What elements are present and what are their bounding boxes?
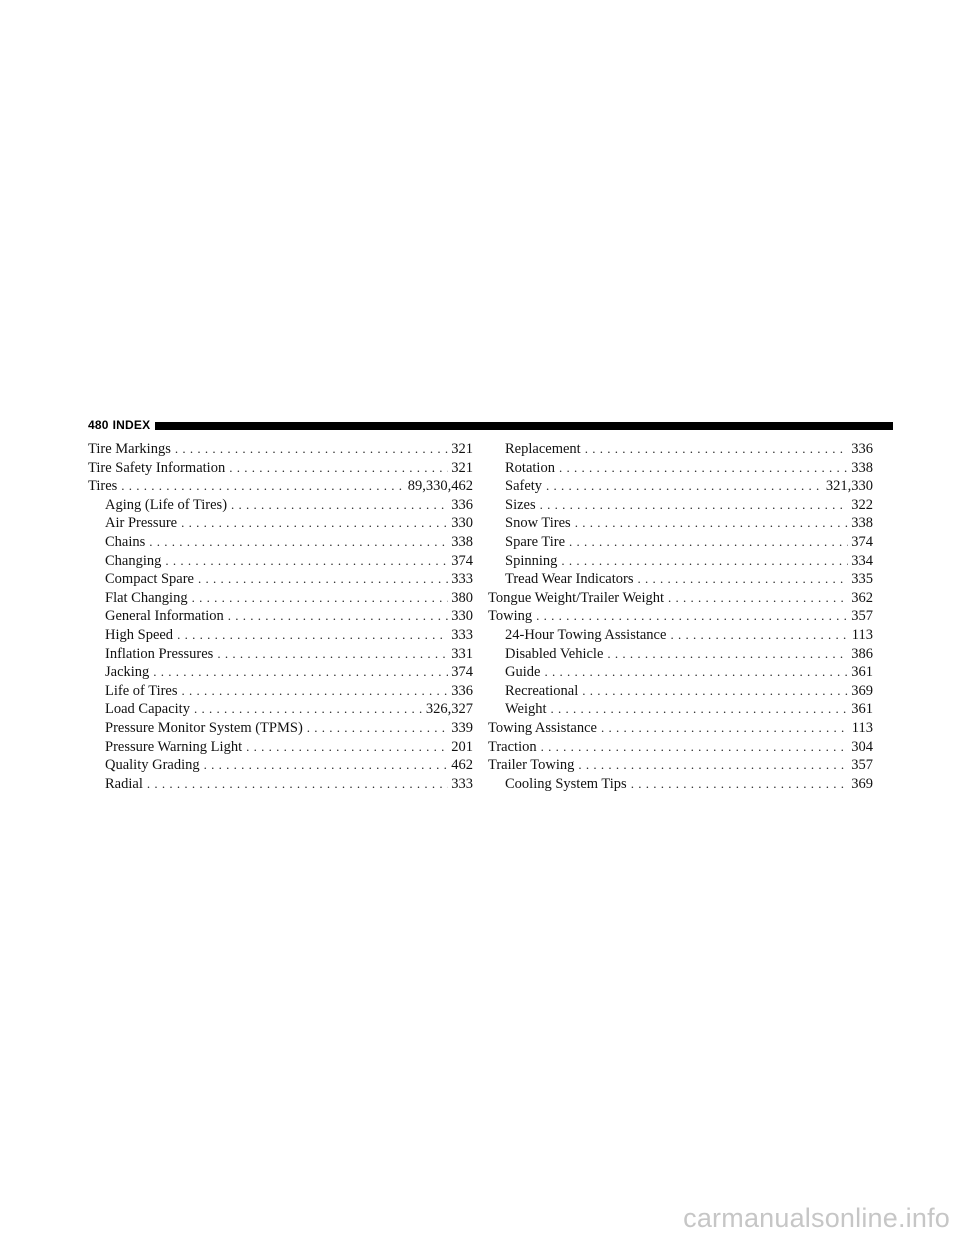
dot-leader	[175, 440, 448, 459]
dot-leader	[536, 607, 848, 626]
index-entry	[488, 663, 873, 682]
index-entry	[488, 496, 873, 515]
index-entry	[488, 533, 873, 552]
dot-leader	[607, 645, 848, 664]
index-term: Compact Spare	[105, 571, 194, 588]
index-entry	[488, 775, 873, 794]
index-term: Sizes	[505, 496, 536, 513]
index-entry	[88, 589, 473, 608]
index-entry	[488, 440, 873, 459]
index-page-number: 357	[851, 757, 873, 774]
index-page-number: 333	[451, 571, 473, 588]
index-entry	[488, 477, 873, 496]
dot-leader	[182, 682, 449, 701]
index-term: Tire Markings	[88, 441, 171, 457]
index-page-number: 321	[451, 459, 473, 476]
index-page-number: 321	[451, 441, 473, 457]
index-entry	[488, 626, 873, 645]
dot-leader	[569, 533, 848, 552]
index-entry	[88, 570, 473, 589]
index-entry	[88, 533, 473, 552]
index-entry	[488, 756, 873, 775]
index-page-number: 386	[851, 645, 873, 662]
dot-leader	[541, 738, 849, 757]
index-page-number: 201	[451, 738, 473, 755]
index-page-number: 321,330	[825, 478, 873, 495]
index-page-number: 369	[851, 682, 873, 699]
index-term: Spinning	[505, 552, 558, 569]
index-column-left	[88, 440, 473, 793]
index-page-number: 304	[851, 738, 873, 755]
index-entry	[88, 738, 473, 757]
index-term: Radial	[105, 775, 143, 792]
index-page-number: 330	[451, 608, 473, 625]
index-entry	[488, 459, 873, 478]
dot-leader	[544, 663, 848, 682]
index-entry	[88, 663, 473, 682]
dot-leader	[575, 514, 849, 533]
index-term: Tires	[88, 478, 118, 495]
index-entry	[488, 570, 873, 589]
index-entry	[88, 552, 473, 571]
index-entry	[88, 496, 473, 515]
index-term: Traction	[488, 738, 537, 755]
index-term: Changing	[105, 552, 162, 569]
dot-leader	[638, 570, 849, 589]
index-page-number: 336	[851, 441, 873, 457]
index-term: Trailer Towing	[488, 757, 575, 774]
index-page-number: 322	[851, 496, 873, 513]
index-entry	[488, 719, 873, 738]
index-term: Spare Tire	[505, 533, 566, 550]
index-term: Flat Changing	[105, 589, 188, 606]
index-page-number: 334	[851, 552, 873, 569]
index-term: Tread Wear Indicators	[505, 571, 634, 588]
dot-leader	[546, 477, 823, 496]
header-text	[88, 418, 155, 432]
section-title: INDEX	[112, 418, 151, 432]
index-entry	[88, 477, 473, 496]
dot-leader	[585, 440, 849, 459]
dot-leader	[165, 552, 448, 571]
dot-leader	[231, 496, 448, 515]
index-entry	[488, 589, 873, 608]
index-entry	[88, 440, 473, 459]
page-number: 480	[88, 418, 109, 432]
dot-leader	[192, 589, 449, 608]
dot-leader	[670, 626, 848, 645]
index-term: 24-Hour Towing Assistance	[505, 626, 667, 643]
index-term: Guide	[505, 664, 541, 681]
index-entry	[88, 700, 473, 719]
dot-leader	[559, 459, 848, 478]
index-page-number: 336	[451, 496, 473, 513]
index-page-number: 361	[851, 664, 873, 681]
index-page-number: 338	[451, 533, 473, 550]
index-term: Towing	[488, 608, 533, 625]
index-term: Jacking	[105, 664, 150, 681]
dot-leader	[153, 663, 448, 682]
index-entry	[88, 645, 473, 664]
index-page-number: 369	[851, 775, 873, 792]
index-page-number: 335	[851, 571, 873, 588]
index-term: Aging (Life of Tires)	[105, 496, 228, 513]
index-term: Pressure Monitor System (TPMS)	[105, 719, 303, 736]
index-entry	[88, 719, 473, 738]
index-entry	[88, 626, 473, 645]
index-column-right	[488, 440, 873, 793]
index-term: Safety	[505, 478, 543, 495]
index-page-number: 338	[851, 459, 873, 476]
page-header	[88, 418, 893, 432]
index-entry	[488, 682, 873, 701]
index-term: Inflation Pressures	[105, 645, 214, 662]
index-page-number: 374	[451, 664, 473, 681]
watermark-text: carmanualsonline.info	[683, 1203, 950, 1233]
index-page-number: 336	[451, 682, 473, 699]
index-entry	[88, 775, 473, 794]
index-page-number: 113	[851, 626, 873, 643]
index-term: General Information	[105, 608, 224, 625]
index-page-number: 89,330,462	[407, 478, 473, 495]
index-page-number: 331	[451, 645, 473, 662]
index-entry	[88, 459, 473, 478]
index-term: High Speed	[105, 626, 174, 643]
index-term: Rotation	[505, 459, 555, 476]
index-entry	[88, 607, 473, 626]
dot-leader	[194, 700, 423, 719]
dot-leader	[582, 682, 848, 701]
index-page-number: 333	[451, 775, 473, 792]
index-entry	[488, 645, 873, 664]
index-term: Pressure Warning Light	[105, 738, 243, 755]
index-page-number: 374	[451, 552, 473, 569]
index-term: Tongue Weight/Trailer Weight	[488, 589, 665, 606]
index-term: Recreational	[505, 682, 579, 699]
dot-leader	[601, 719, 849, 738]
dot-leader	[540, 496, 849, 515]
index-entry	[88, 756, 473, 775]
index-term: Weight	[505, 701, 547, 718]
dot-leader	[307, 719, 448, 738]
dot-leader	[217, 645, 448, 664]
index-page-number: 339	[451, 719, 473, 736]
index-page-number: 113	[851, 719, 873, 736]
dot-leader	[198, 570, 448, 589]
index-page-number: 357	[851, 608, 873, 625]
dot-leader	[578, 756, 848, 775]
index-term: Chains	[105, 533, 146, 550]
index-page-number: 338	[851, 515, 873, 532]
index-term: Replacement	[505, 441, 581, 457]
index-page-number: 362	[851, 589, 873, 606]
index-term: Air Pressure	[105, 515, 178, 532]
index-entry	[88, 514, 473, 533]
index-term: Snow Tires	[505, 515, 571, 532]
index-entry	[488, 514, 873, 533]
dot-leader	[229, 459, 448, 478]
index-term: Load Capacity	[105, 701, 190, 718]
index-page-number: 380	[451, 589, 473, 606]
index-entry	[488, 552, 873, 571]
index-page-number: 330	[451, 515, 473, 532]
dot-leader	[631, 775, 849, 794]
index-page-number: 361	[851, 701, 873, 718]
index-page-number: 462	[451, 757, 473, 774]
dot-leader	[228, 607, 448, 626]
index-term: Tire Safety Information	[88, 459, 226, 476]
dot-leader	[147, 775, 448, 794]
index-page-number: 326,327	[425, 701, 473, 718]
index-term: Disabled Vehicle	[505, 645, 604, 662]
dot-leader	[551, 700, 849, 719]
index-term: Life of Tires	[105, 682, 178, 699]
dot-leader	[177, 626, 448, 645]
index-term: Towing Assistance	[488, 719, 597, 736]
header-rule	[155, 422, 893, 430]
dot-leader	[246, 738, 448, 757]
index-page-number: 333	[451, 626, 473, 643]
index-entry	[488, 607, 873, 626]
index-entry	[488, 738, 873, 757]
index-entry	[88, 682, 473, 701]
dot-leader	[204, 756, 449, 775]
dot-leader	[668, 589, 848, 608]
index-term: Cooling System Tips	[505, 775, 627, 792]
dot-leader	[149, 533, 448, 552]
index-term: Quality Grading	[105, 757, 200, 774]
dot-leader	[121, 477, 404, 496]
dot-leader	[561, 552, 848, 571]
index-page-number: 374	[851, 533, 873, 550]
index-entry	[488, 700, 873, 719]
dot-leader	[181, 514, 448, 533]
